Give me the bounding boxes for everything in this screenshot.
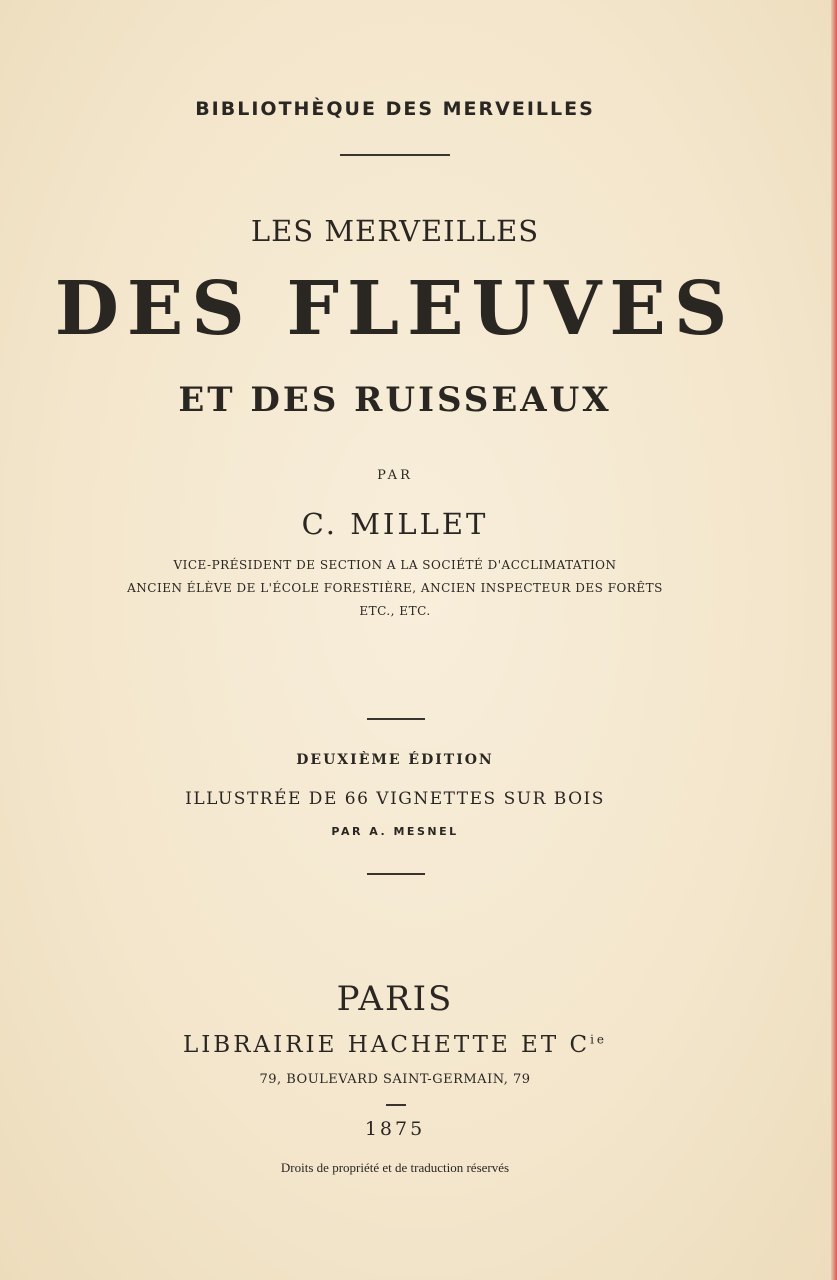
publication-year: 1875 bbox=[364, 1118, 426, 1140]
page-edge bbox=[831, 0, 837, 1280]
author-credential: ANCIEN ÉLÈVE DE L'ÉCOLE FORESTIÈRE, ANCIEN INSPECTEUR DES FORÊTS bbox=[127, 581, 663, 595]
publisher-address: 79, BOULEVARD SAINT-GERMAIN, 79 bbox=[259, 1072, 531, 1087]
series-title: BIBLIOTHÈQUE DES MERVEILLES bbox=[195, 98, 595, 120]
divider-rule bbox=[340, 154, 450, 156]
rights-notice: Droits de propriété et de traduction réservés bbox=[280, 1160, 510, 1175]
edition-label: DEUXIÈME ÉDITION bbox=[296, 752, 494, 768]
title-suffix: ET DES RUISSEAUX bbox=[178, 380, 612, 420]
author-credential: VICE-PRÉSIDENT DE SECTION A LA SOCIÉTÉ D'ACCLIMATATION bbox=[173, 558, 617, 572]
publisher-name: LIBRAIRIE HACHETTE ET $C^{ie}$ bbox=[182, 1032, 608, 1058]
main-title: DES FLEUVES bbox=[54, 266, 736, 352]
illustrator-credit: PAR A. MESNEL bbox=[331, 825, 459, 838]
author-credential: ETC., ETC. bbox=[359, 604, 431, 618]
publication-city: PARIS bbox=[336, 979, 454, 1019]
illustration-note: ILLUSTRÉE DE 66 VIGNETTES SUR BOIS bbox=[185, 789, 605, 809]
publisher-superscript: ie bbox=[590, 1032, 608, 1047]
divider-rule bbox=[386, 1104, 406, 1106]
title-prefix: LES MERVEILLES bbox=[250, 214, 540, 248]
divider-rule bbox=[367, 873, 425, 875]
by-label: PAR bbox=[377, 468, 413, 483]
author-name: C. MILLET bbox=[301, 507, 489, 541]
divider-rule bbox=[367, 718, 425, 720]
